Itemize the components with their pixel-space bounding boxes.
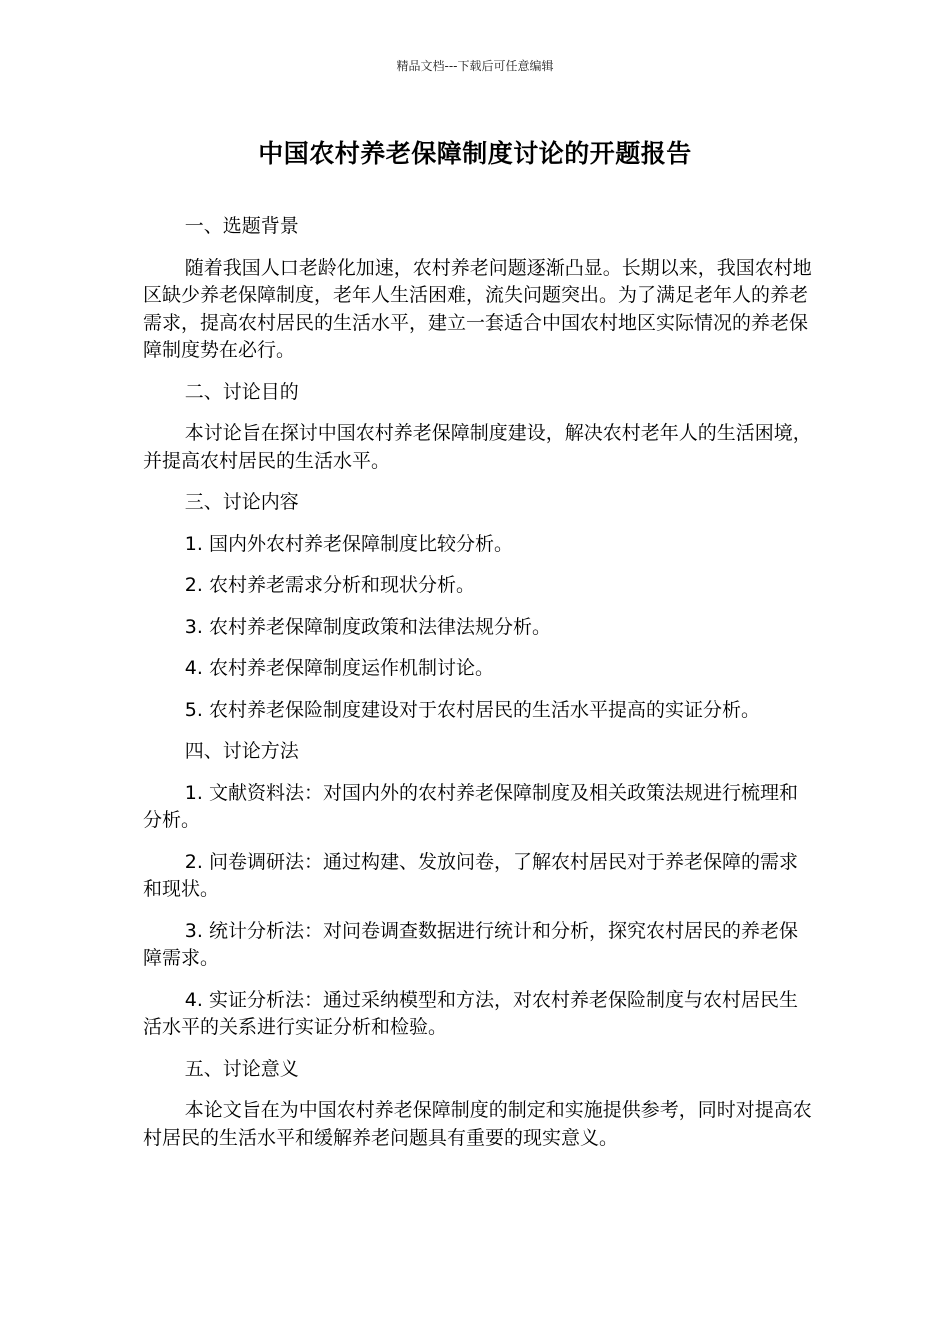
content-item-2: 2. 农村养老需求分析和现状分析。 bbox=[184, 574, 475, 596]
paragraph-significance: 本论文旨在为中国农村养老保障制度的制定和实施提供参考，同时对提高农村居民的生活水平和缓解养老问题具有重要的现实意义。 bbox=[143, 1099, 812, 1149]
method-item-1: 1. 文献资料法：对国内外的农村养老保障制度及相关政策法规进行梳理和分析。 bbox=[143, 781, 798, 831]
content-item-4: 4. 农村养老保障制度运作机制讨论。 bbox=[184, 657, 494, 679]
section-heading-purpose: 二、讨论目的 bbox=[184, 380, 299, 403]
paragraph-background: 随着我国人口老龄化加速，农村养老问题逐渐凸显。长期以来，我国农村地区缺少养老保障制度，老年人生活困难，流失问题突出。为了满足老年人的养老需求，提高农村居民的生活水平，建立一套适合中国农村地区实际情况的养老保障制度势在必行。 bbox=[143, 256, 812, 361]
section-heading-significance: 五、讨论意义 bbox=[184, 1057, 299, 1080]
method-item-3: 3. 统计分析法：对问卷调查数据进行统计和分析，探究农村居民的养老保障需求。 bbox=[143, 919, 798, 969]
page-header: 精品文档---下载后可任意编辑 bbox=[396, 59, 554, 73]
paragraph-purpose: 本讨论旨在探讨中国农村养老保障制度建设，解决农村老年人的生活困境，并提高农村居民的生活水平。 bbox=[143, 422, 812, 472]
document-body bbox=[143, 213, 815, 1166]
section-heading-background: 一、选题背景 bbox=[184, 215, 299, 237]
content-item-5: 5. 农村养老保险制度建设对于农村居民的生活水平提高的实证分析。 bbox=[184, 698, 760, 721]
method-item-2: 2. 问卷调研法：通过构建、发放问卷，了解农村居民对于养老保障的需求和现状。 bbox=[143, 850, 798, 900]
content-item-3: 3. 农村养老保障制度政策和法律法规分析。 bbox=[184, 615, 551, 638]
document-title: 中国农村养老保障制度讨论的开题报告 bbox=[258, 139, 692, 168]
method-item-4: 4. 实证分析法：通过采纳模型和方法，对农村养老保险制度与农村居民生活水平的关系进行实证分析和检验。 bbox=[143, 988, 798, 1038]
content-item-1: 1. 国内外农村养老保障制度比较分析。 bbox=[184, 532, 513, 555]
section-heading-content: 三、讨论内容 bbox=[184, 491, 299, 513]
section-heading-methods: 四、讨论方法 bbox=[184, 740, 299, 762]
